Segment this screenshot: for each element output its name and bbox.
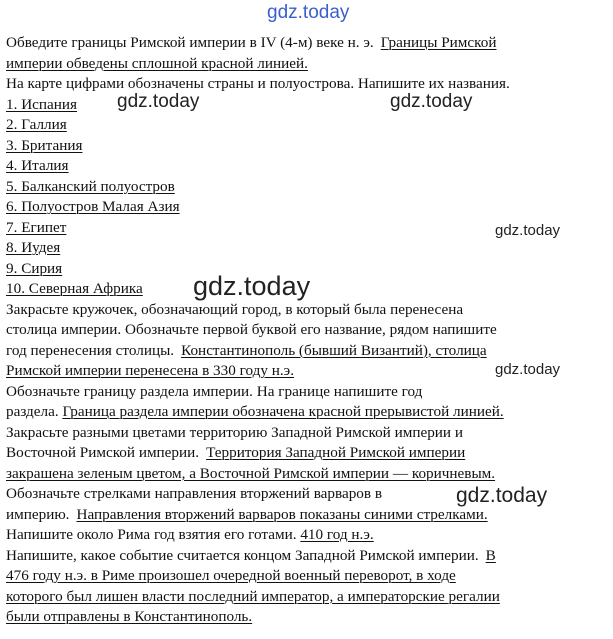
task3-line1 (6, 300, 606, 321)
task1-answer-part1: Границы Римской (380, 34, 497, 51)
list-item-label: 3. Британия (6, 136, 83, 154)
task8-answer-part4: были отправлены в Константинополь. (6, 608, 253, 625)
list-item-label: 5. Балканский полуостров (6, 177, 175, 195)
task8-line2 (6, 566, 606, 587)
task6-answer: Направления вторжений варваров показаны синими стрелками. (76, 505, 488, 523)
list-item (6, 238, 606, 259)
list-item (6, 197, 606, 218)
watermark: gdz.today (495, 361, 561, 378)
watermark: gdz.today (456, 484, 548, 507)
list-item-label: 8. Иудея (6, 239, 61, 256)
task3-answer-part2: Римской империи перенесена в 330 году н.э. (6, 362, 294, 379)
list-item (6, 177, 606, 198)
watermark: gdz.today (390, 91, 473, 112)
task5-answer-part1: Территория Западной Римской империи (206, 444, 466, 461)
task2-question-line (6, 74, 606, 95)
watermark-large: gdz.today (193, 271, 311, 301)
task8-line3 (6, 587, 606, 608)
list-item-label: 9. Сирия (6, 259, 63, 277)
task8-line4 (6, 607, 606, 628)
list-item-label: 2. Галлия (6, 116, 67, 133)
list-item-label: 6. Полуостров Малая Азия (6, 198, 180, 215)
task5-line2 (6, 443, 606, 464)
task1-answer-part2: империи обведены сплошной красной линией. (6, 54, 308, 72)
task4-line2 (6, 402, 606, 423)
task3-line2 (6, 320, 606, 341)
watermark: gdz.today (495, 222, 561, 239)
task6-question-line2: империю. (6, 505, 70, 523)
task3-question-line1: Закрасьте кружочек, обозначающий город, в который была перенесена (6, 300, 464, 318)
task8-answer-part2: 476 году н.э. в Риме произошел очередной военный переворот, в ходе (6, 567, 456, 584)
task5-answer-part2: закрашена зеленым цветом, а Восточной Римской империи — коричневым. (6, 464, 496, 482)
task1-line2 (6, 54, 606, 75)
task1-question: Обведите границы Римской империи в IV (4-м) веке н. э. (6, 34, 374, 51)
list-item (6, 156, 606, 177)
task3-line3 (6, 341, 606, 362)
task5-line3 (6, 464, 606, 485)
task3-answer-part1: Константинополь (бывший Византий), столица (181, 341, 487, 359)
task4-answer: Граница раздела империи обозначена красной прерывистой линией. (62, 403, 504, 420)
task8-line1 (6, 546, 606, 567)
task5-line1 (6, 423, 606, 444)
watermark-top: gdz.today (267, 2, 350, 23)
task3-question-line3: год перенесения столицы. (6, 341, 175, 359)
list-item (6, 115, 606, 136)
task7-question: Напишите около Рима год взятия его готами. (6, 526, 297, 543)
task2-question: На карте цифрами обозначены страны и полуострова. Напишите их названия. (6, 75, 510, 92)
task8-answer-part3: которого был лишен власти последний император, а императорские регалии (6, 587, 500, 605)
list-item-label: 4. Италия (6, 157, 69, 174)
task4-line1 (6, 382, 606, 403)
list-item-label: 1. Испания (6, 95, 78, 113)
list-item (6, 95, 606, 116)
task4-question-line1: Обозначьте границу раздела империи. На границе напишите год (6, 382, 423, 400)
task5-question-line2: Восточной Римской империи. (6, 444, 200, 461)
task3-question-line2: столица империи. Обозначьте первой буквой его название, рядом напишите (6, 321, 497, 338)
document-body (6, 33, 606, 628)
task7-line (6, 525, 606, 546)
list-item-label: 7. Египет (6, 218, 67, 236)
task8-answer-part1: В (485, 546, 496, 564)
list-item (6, 136, 606, 157)
list-item-label: 10. Северная Африка (6, 280, 143, 297)
task8-question: Напишите, какое событие считается концом Западной Римской империи. (6, 546, 479, 564)
watermark: gdz.today (117, 91, 200, 112)
task1-line1 (6, 33, 606, 54)
task7-answer: 410 год н.э. (300, 526, 374, 543)
task4-question-line2: раздела. (6, 403, 59, 420)
task5-question-line1: Закрасьте разными цветами территорию Западной Римской империи и (6, 423, 463, 441)
task6-question-line1: Обозначьте стрелками направления вторжений варваров в (6, 485, 383, 502)
